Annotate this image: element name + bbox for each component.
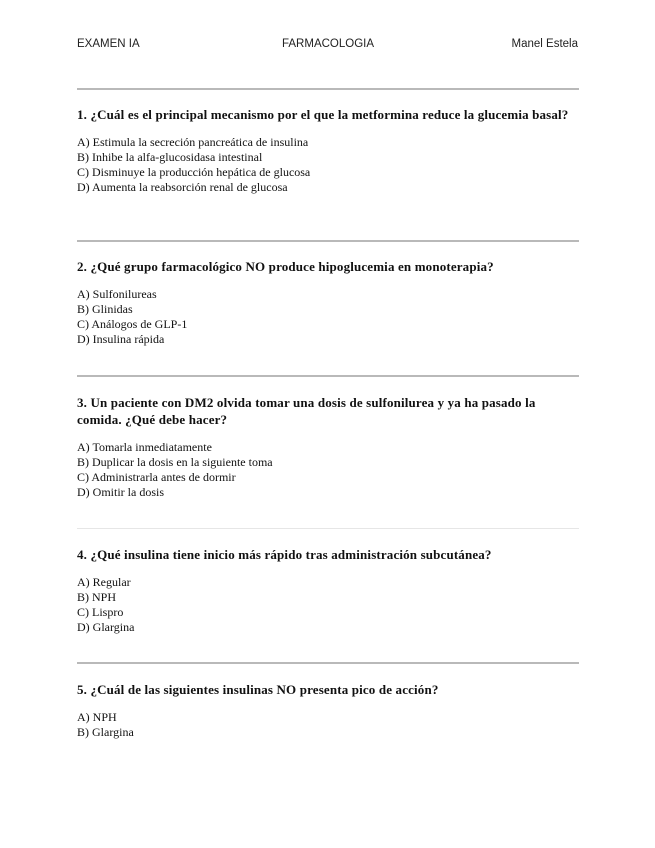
option-a: A) Regular xyxy=(77,575,131,589)
options-list xyxy=(77,440,579,500)
header-author: Manel Estela xyxy=(511,38,578,50)
question-text: 2. ¿Qué grupo farmacológico NO produce hipoglucemia en monoterapia? xyxy=(77,259,494,274)
option-a: A) Estimula la secreción pancreática de insulina xyxy=(77,135,309,149)
option-b: B) NPH xyxy=(77,590,117,604)
question-text: 1. ¿Cuál es el principal mecanismo por el que la metformina reduce la glucemia basal? xyxy=(77,107,569,122)
divider xyxy=(77,528,579,529)
divider xyxy=(77,662,579,664)
options-list xyxy=(77,575,579,635)
question-3 xyxy=(77,394,579,500)
option-c: C) Análogos de GLP-1 xyxy=(77,317,188,331)
option-c: C) Lispro xyxy=(77,605,124,619)
question-text: 5. ¿Cuál de las siguientes insulinas NO presenta pico de acción? xyxy=(77,682,439,697)
divider xyxy=(77,240,579,242)
divider xyxy=(77,375,579,377)
option-d: D) Omitir la dosis xyxy=(77,485,164,499)
question-1 xyxy=(77,106,579,195)
option-a: A) NPH xyxy=(77,710,117,724)
option-b: B) Inhibe la alfa-glucosidasa intestinal xyxy=(77,150,263,164)
option-c: C) Disminuye la producción hepática de glucosa xyxy=(77,165,311,179)
option-d: D) Aumenta la reabsorción renal de glucosa xyxy=(77,180,288,194)
options-list xyxy=(77,287,579,347)
divider xyxy=(77,88,579,90)
question-text: 4. ¿Qué insulina tiene inicio más rápido tras administración subcutánea? xyxy=(77,547,492,562)
question-5 xyxy=(77,681,579,740)
options-list xyxy=(77,135,579,195)
page-header xyxy=(77,38,578,54)
option-a: A) Sulfonilureas xyxy=(77,287,157,301)
option-b: B) Duplicar la dosis en la siguiente toma xyxy=(77,455,273,469)
options-list xyxy=(77,710,579,740)
option-a: A) Tomarla inmediatamente xyxy=(77,440,212,454)
header-subject: FARMACOLOGIA xyxy=(282,38,375,50)
option-b: B) Glinidas xyxy=(77,302,133,316)
option-d: D) Glargina xyxy=(77,620,135,634)
option-b: B) Glargina xyxy=(77,725,134,739)
question-2 xyxy=(77,258,579,347)
option-d: D) Insulina rápida xyxy=(77,332,165,346)
question-text: 3. Un paciente con DM2 olvida tomar una dosis de sulfonilurea y ya ha pasado la comida. ¿Qué debe hacer? xyxy=(77,395,536,427)
question-4 xyxy=(77,546,579,635)
header-exam-title: EXAMEN IA xyxy=(77,38,140,50)
option-c: C) Administrarla antes de dormir xyxy=(77,470,236,484)
